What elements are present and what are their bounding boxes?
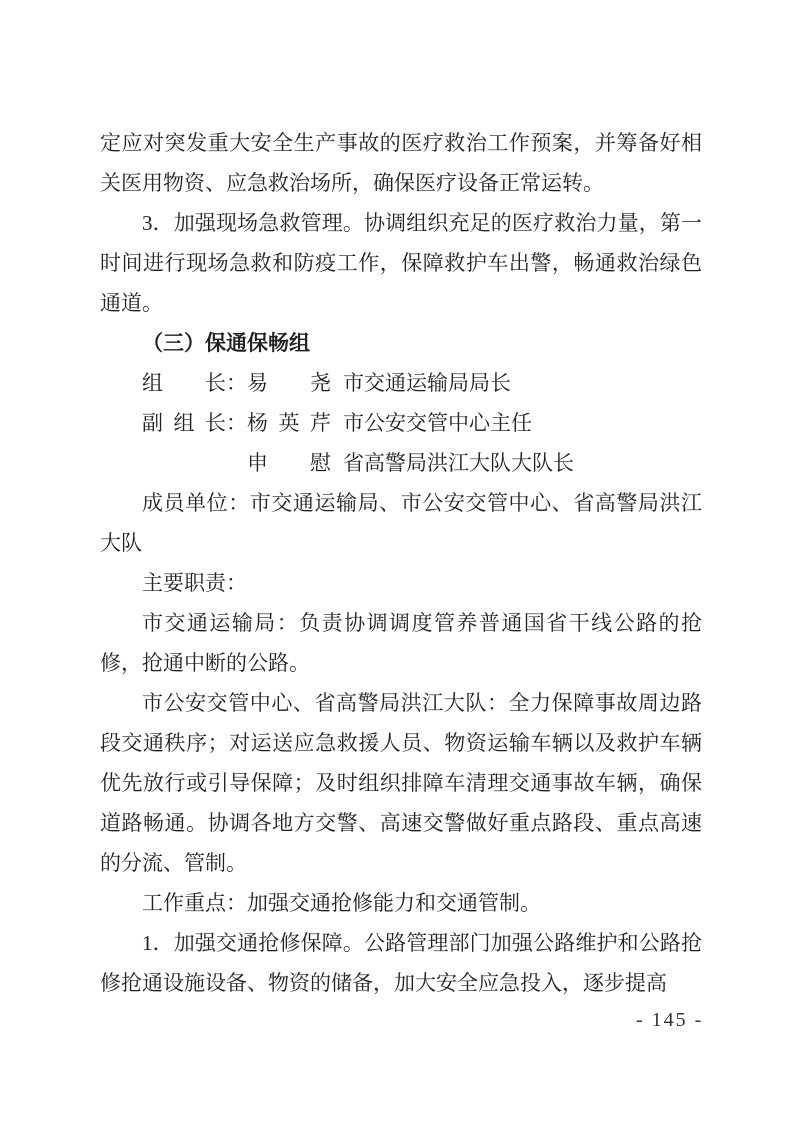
roster-label: 副组长 (142, 411, 226, 435)
roster-name: 申慰 (247, 451, 331, 475)
roster-label: 组长 (142, 371, 226, 395)
page-number: - 145 - (636, 1009, 704, 1031)
roster-colon: ： (226, 411, 247, 435)
roster-title: 市交通运输局局长 (343, 371, 511, 395)
roster-row-leader (100, 363, 702, 403)
paragraph-work-focus: 工作重点：加强交通抢修能力和交通管制。 (142, 891, 541, 915)
paragraph-medical-plan-continuation: 定应对突发重大安全生产事故的医疗救治工作预案，并筹备好相关医用物资、应急救治场所，确保医疗设备正常运转。 (100, 131, 702, 195)
roster-colon: ： (226, 371, 247, 395)
roster-name: 易尧 (247, 371, 331, 395)
section-heading-baotong-baochang: （三）保通保畅组 (142, 331, 310, 355)
paragraph-member-units: 成员单位：市交通运输局、市公安交管中心、省高警局洪江大队 (100, 491, 702, 555)
paragraph-item-1: 1．加强交通抢修保障。公路管理部门加强公路维护和公路抢修抢通设施设备、物资的储备，加大安全应急投入，逐步提高 (100, 931, 702, 995)
paragraph-item-3: 3．加强现场急救管理。协调组织充足的医疗救治力量，第一时间进行现场急救和防疫工作，保障救护车出警，畅通救治绿色通道。 (100, 211, 702, 315)
roster-name: 杨英芹 (247, 411, 331, 435)
roster-title: 市公安交管中心主任 (343, 411, 532, 435)
paragraph-duties-heading: 主要职责： (142, 571, 247, 595)
roster-row-deputy-leader-1 (100, 403, 702, 443)
paragraph-duty-transport-bureau: 市交通运输局：负责协调调度管养普通国省干线公路的抢修，抢通中断的公路。 (100, 611, 702, 675)
roster-title: 省高警局洪江大队大队长 (343, 451, 574, 475)
document-body (100, 123, 702, 1003)
roster-row-deputy-leader-2 (100, 443, 702, 483)
paragraph-duty-traffic-police: 市公安交管中心、省高警局洪江大队：全力保障事故周边路段交通秩序；对运送应急救援人员、物资运输车辆以及救护车辆优先放行或引导保障；及时组织排障车清理交通事故车辆，确保道路畅通。协调各地方交警、高速交警做好重点路段、重点高速的分流、管制。 (100, 691, 702, 875)
